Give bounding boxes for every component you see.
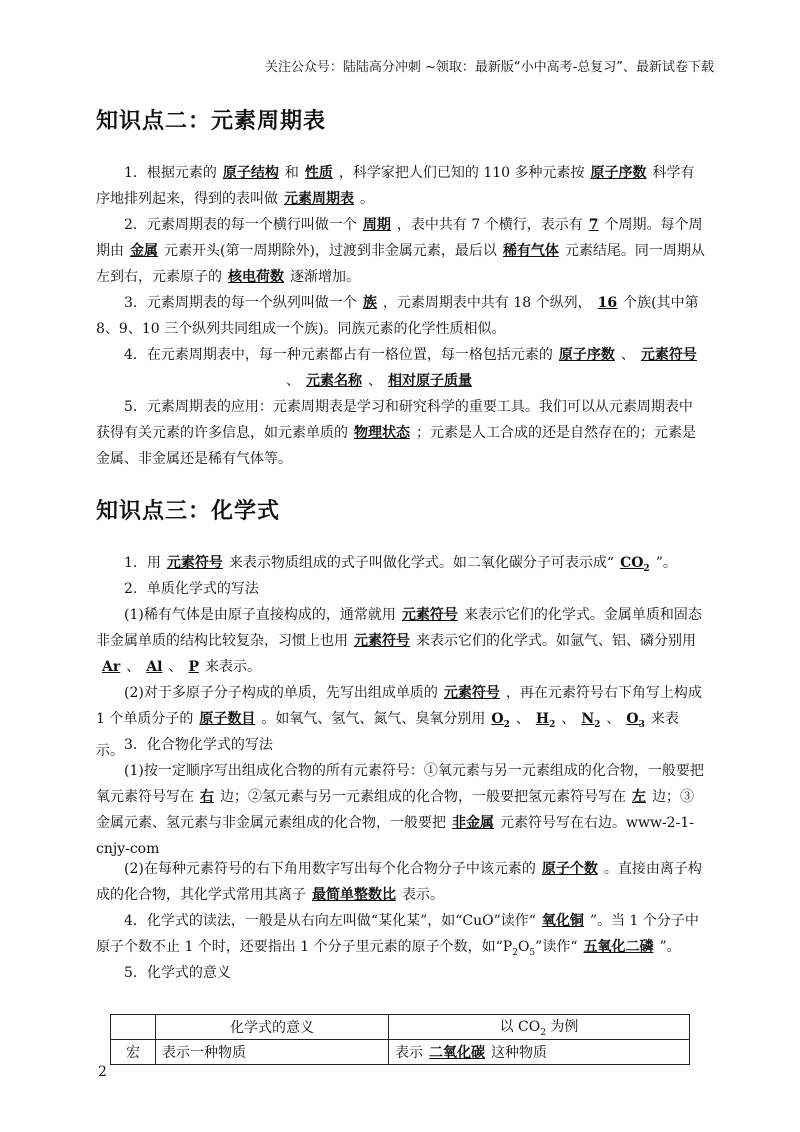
section-title-formula: 知识点三：化学式 [96, 499, 281, 524]
paragraph-2-4: 4．在元素周期表中，每一种元素都占有一格位置，每一格包括元素的 原子序数 、 元素符号 、 元素名称 、 相对原子质量 [124, 347, 697, 389]
paragraph-3-6: (1)按一定顺序写出组成化合物的所有元素符号：①氧元素与另一元素组成的化合物，一般要把氧元素符号写在 右 边；②氢元素与另一元素组成的化合物，一般要把氢元素符号写在 左 边；③金属元素、氢元素与非金属元素组成的化合物，一般要把 非金属 元素符号写在右边。www-2-1-cnjy-com [96, 763, 704, 857]
paragraph-3-4: (2)对于多原子分子构成的单质，先写出组成单质的 元素符号 ，再在元素符号右下角写上构成 1 个单质分子的 原子数目 。如氧气、氢气、氮气、臭氧分别用 $O_2$ 、 $H_2$ 、 $N_2$ 、 $O_3$ 来表示。 [96, 685, 702, 759]
paragraph-2-2: 2．元素周期表的每一个横行叫做一个 周期 ，表中共有 7 个横行，表示有 7 个周期。每个周期由 金属 元素开头(第一周期除外)，过渡到非金属元素，最后以 稀有气体 元素结尾。同一周期从左到右，元素原子的 核电荷数 逐渐增加。 [96, 217, 705, 285]
table-header-row [111, 1015, 690, 1040]
paragraph-3-9: 5．化学式的意义 [124, 965, 231, 981]
paragraph-3-8: 4．化学式的读法，一般是从右向左叫做“某化某”，如“CuO”读作“ 氧化铜 ”。当 1 个分子中原子个数不止 1 个时，还要指出 1 个分子里元素的原子个数，如“$P_2O_5$”读作“ 五氧化二磷 ”。 [96, 913, 699, 958]
table-row-label: 宏 [111, 1040, 156, 1065]
paragraph-2-5: 5．元素周期表的应用：元素周期表是学习和研究科学的重要工具。我们可以从元素周期表中获得有关元素的许多信息，如元素单质的 物理状态 ；元素是人工合成的还是自然存在的；元素是金属、非金属还是稀有气体等。 [96, 399, 696, 467]
page-header: 关注公众号：陆陆高分冲刺 ~领取：最新版“小中高考-总复习”、最新试卷下载 [264, 60, 714, 75]
table-cell-example: 表示 二氧化碳 这种物质 [389, 1040, 690, 1065]
table-row [111, 1040, 690, 1065]
paragraph-3-2: 2．单质化学式的写法 [124, 581, 259, 597]
paragraph-3-5: 3．化合物化学式的写法 [124, 737, 273, 753]
table-header-meaning: 化学式的意义 [156, 1015, 389, 1040]
section-title-periodic-table: 知识点二：元素周期表 [96, 109, 327, 134]
paragraph-2-1: 1．根据元素的 原子结构 和 性质 ，科学家把人们已知的 110 多种元素按 原子序数 科学有序地排列起来，得到的表叫做 元素周期表 。 [96, 165, 695, 207]
paragraph-3-1: 1．用 元素符号 来表示物质组成的式子叫做化学式。如二氧化碳分子可表示成“ $CO_2$ ”。 [124, 555, 677, 574]
paragraph-3-7: (2)在每种元素符号的右下角用数字写出每个化合物分子中该元素的 原子个数 。直接由离子构成的化合物，其化学式常用其离子 最简单整数比 表示。 [96, 861, 702, 903]
page-number: 2 [98, 1064, 107, 1080]
table-corner-cell [111, 1015, 156, 1040]
paragraph-2-3: 3．元素周期表的每一个纵列叫做一个 族 ，元素周期表中共有 18 个纵列， 16 个族(其中第 8、9、10 三个纵列共同组成一个族)。同族元素的化学性质相似。 [96, 295, 699, 337]
table-header-example: 以 $CO_2$ 为例 [389, 1015, 690, 1040]
table-cell-meaning: 表示一种物质 [156, 1040, 389, 1065]
formula-meaning-table [110, 1014, 690, 1065]
paragraph-3-3: (1)稀有气体是由原子直接构成的，通常就用 元素符号 来表示它们的化学式。金属单质和固态非金属单质的结构比较复杂，习惯上也用 元素符号 来表示它们的化学式。如氩气、铝、磷分别用Ar 、 Al 、 P 来表示。 [96, 607, 702, 675]
